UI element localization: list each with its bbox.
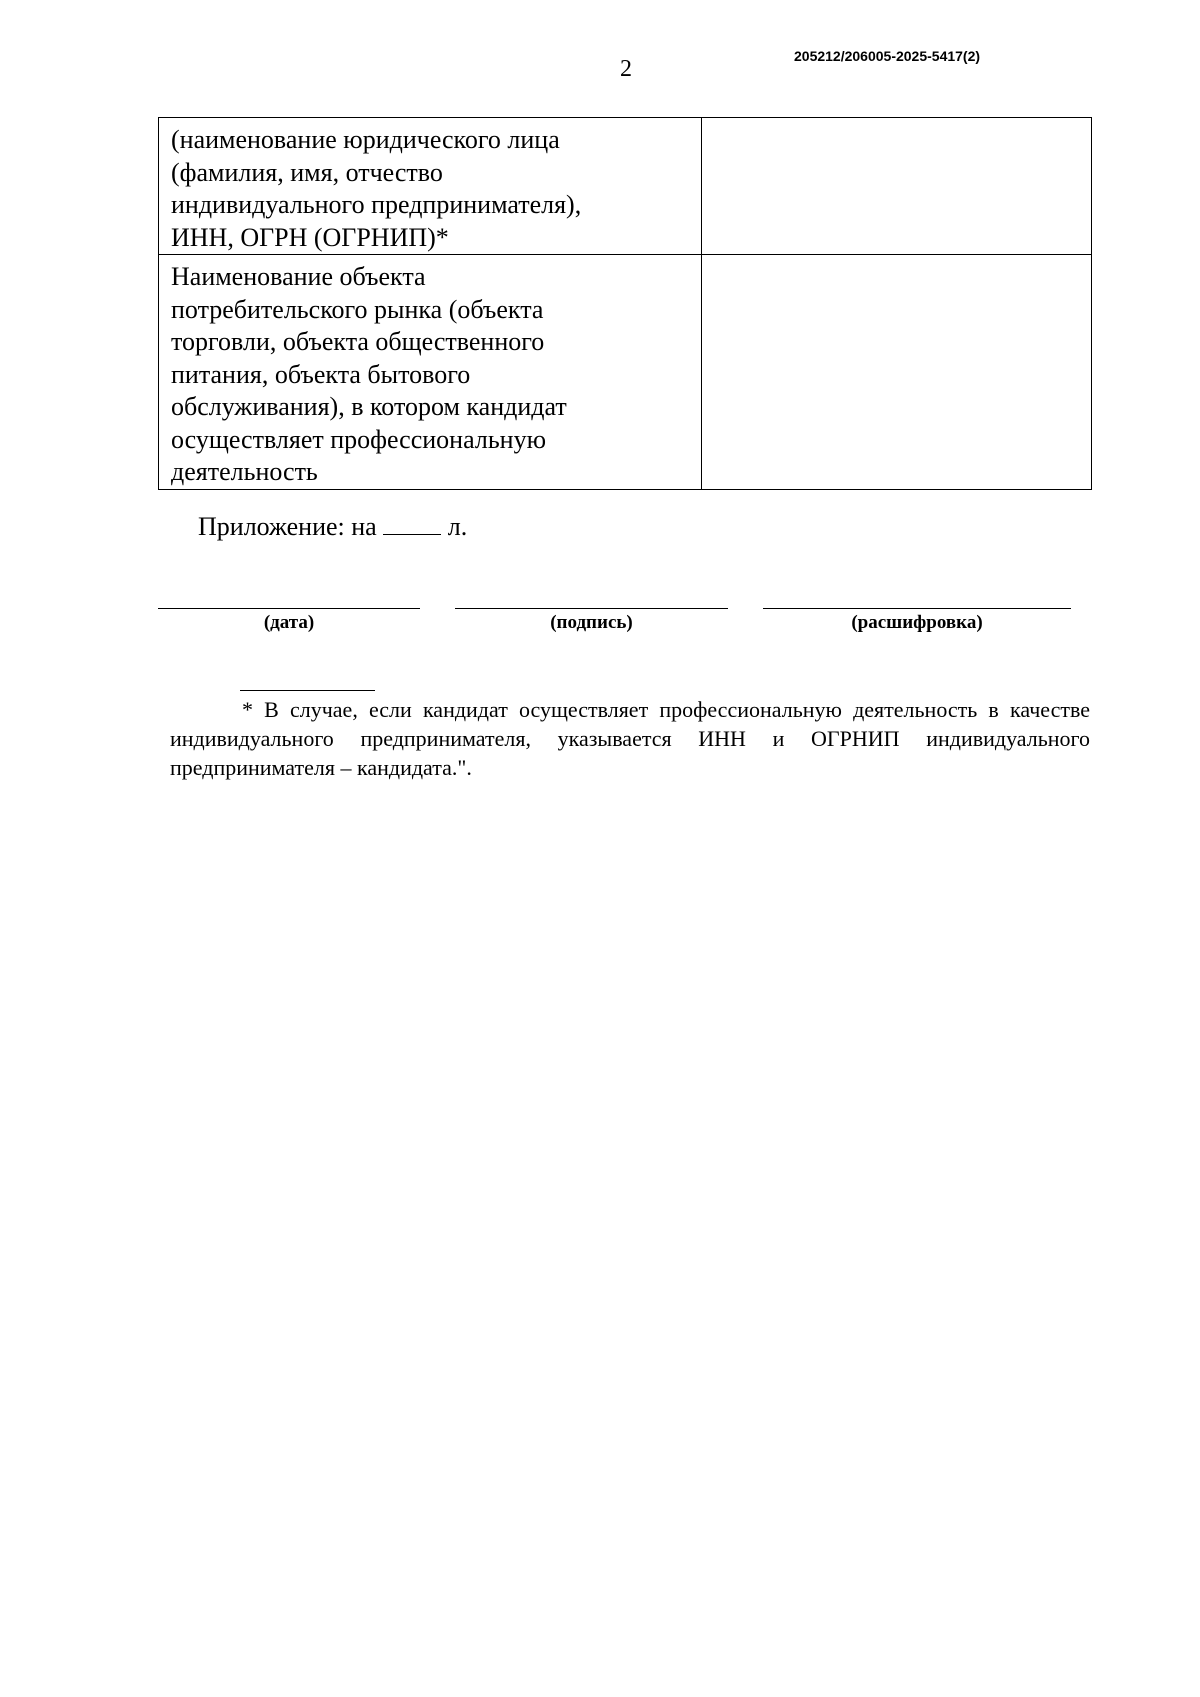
table-label-cell [159,118,702,255]
decoding-caption: (расшифровка) [851,612,983,633]
page-number: 2 [620,56,632,82]
signature-caption: (подпись) [550,612,633,633]
label-line: торговли, объекта общественного [171,327,545,356]
attachment-suffix: л. [447,512,468,541]
label-line: обслуживания), в котором кандидат [171,392,567,421]
table-row [159,118,1092,255]
attachment-line [198,512,467,542]
label-line: Наименование объекта [171,262,426,291]
footnote-divider [240,690,375,691]
label-line: потребительского рынка (объекта [171,294,544,324]
footnote-text: * В случае, если кандидат осуществляет профессиональную деятельность в качестве индивидуального предпринимателя, указывается ИНН и ОГРНИП индивидуального предпринимателя – кандидата.". [170,697,1090,780]
table-value-cell[interactable] [702,255,1092,490]
label-line: (фамилия, имя, отчество [171,157,443,187]
date-line[interactable] [158,608,420,609]
label-line: ИНН, ОГРН (ОГРНИП)* [171,222,449,252]
label-line: индивидуального предпринимателя), [171,190,582,219]
document-id: 205212/206005-2025-5417(2) [794,48,981,64]
table-label-cell [159,255,702,490]
label-line: питания, объекта бытового [171,359,471,389]
attachment-prefix: Приложение: на [198,512,377,541]
attachment-pages-field[interactable] [383,512,441,535]
label-line: (наименование юридического лица [171,125,560,154]
table-row [159,255,1092,490]
date-caption: (дата) [263,612,315,633]
table-value-cell[interactable] [702,118,1092,255]
decoding-line[interactable] [763,608,1071,609]
label-line: осуществляет профессиональную [171,424,547,454]
label-line: деятельность [171,457,318,486]
signature-line[interactable] [455,608,728,609]
form-table [158,117,1092,490]
